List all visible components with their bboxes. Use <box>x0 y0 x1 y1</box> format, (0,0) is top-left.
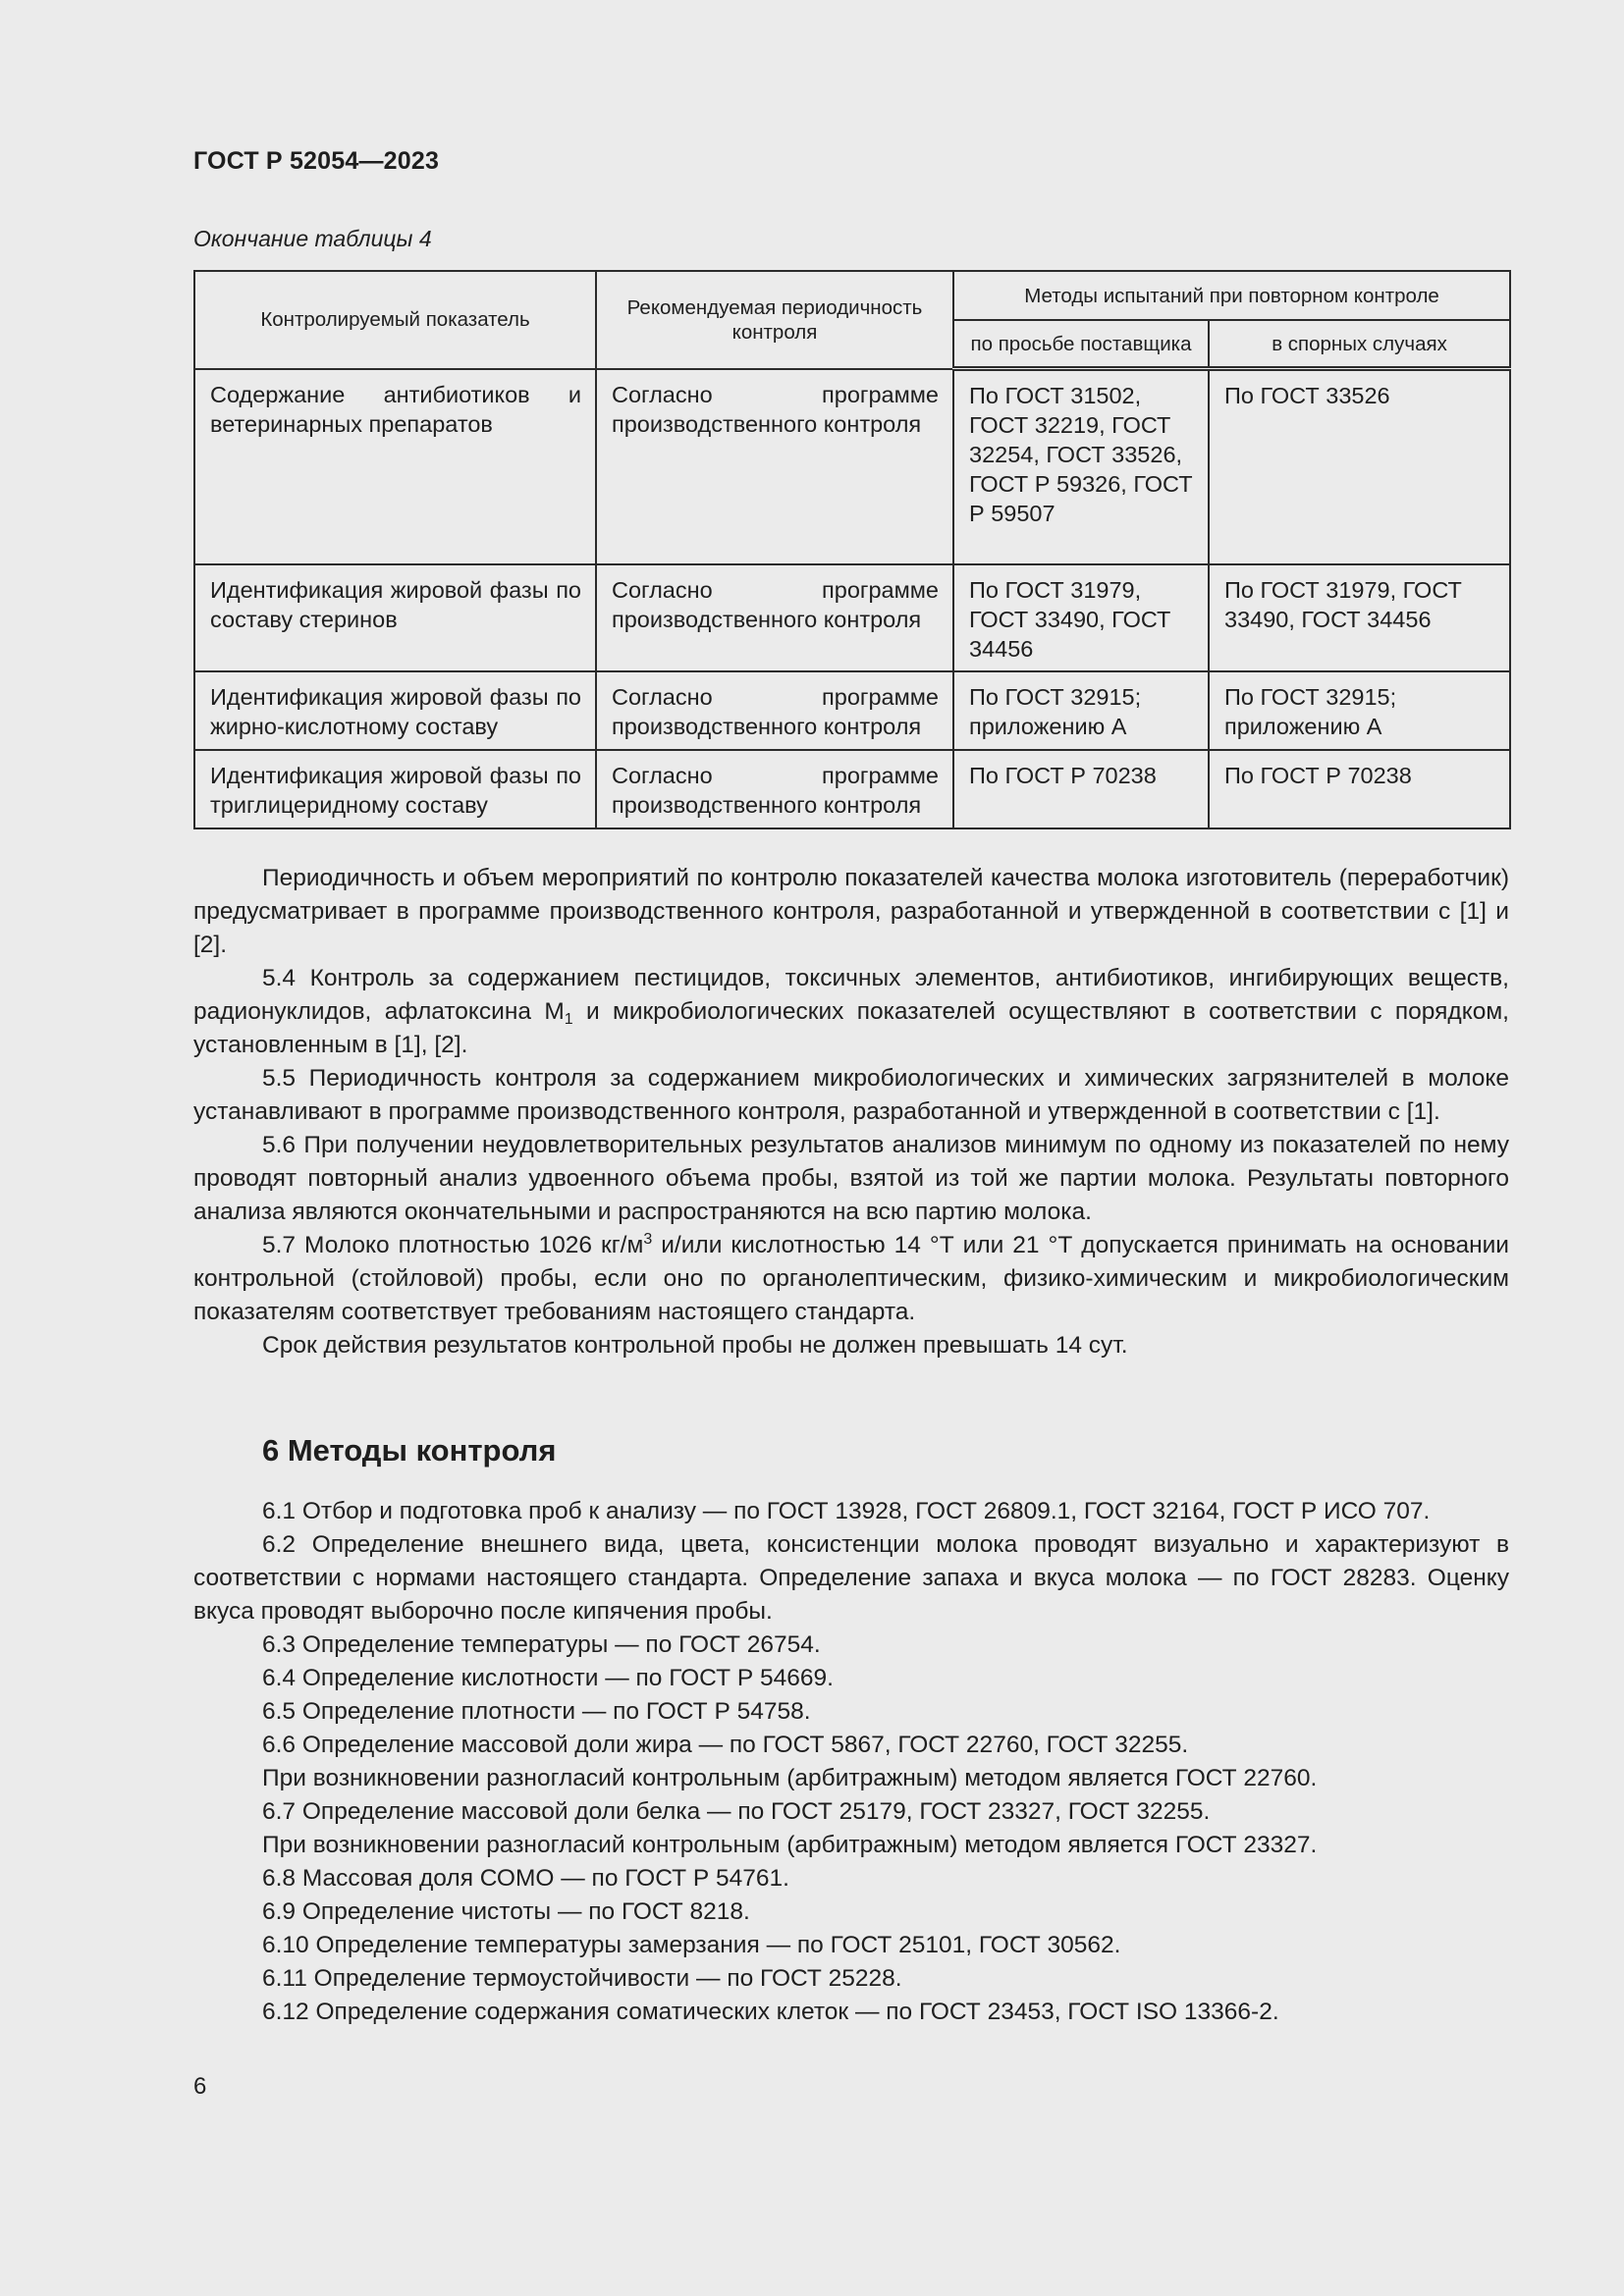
list-item: При возникновении разногласий контрольным (арбитражным) методом является ГОСТ 23327. <box>262 1832 1318 1858</box>
cell-disputes: По ГОСТ 33526 <box>1209 369 1510 564</box>
cell-disputes: По ГОСТ 32915; приложению А <box>1209 671 1510 750</box>
list-item: При возникновении разногласий контрольным (арбитражным) методом является ГОСТ 22760. <box>262 1765 1318 1791</box>
list-item: 6.3 Определение температуры — по ГОСТ 26754. <box>262 1631 821 1658</box>
paragraph-5-7-part-a: 5.7 Молоко плотностью 1026 кг/м <box>262 1232 644 1258</box>
list-item: 6.6 Определение массовой доли жира — по ГОСТ 5867, ГОСТ 22760, ГОСТ 32255. <box>262 1732 1189 1758</box>
header-indicator: Контролируемый показатель <box>194 271 596 369</box>
paragraph-term: Срок действия результатов контрольной пробы не должен превышать 14 сут. <box>262 1332 1128 1359</box>
section-6-lines <box>193 1629 1509 2029</box>
paragraph-5-4 <box>193 962 1509 1062</box>
page-number: 6 <box>193 2073 207 2100</box>
header-disputes: в спорных случаях <box>1209 320 1510 369</box>
paragraph-6-1: 6.1 Отбор и подготовка проб к анализу — по ГОСТ 13928, ГОСТ 26809.1, ГОСТ 32164, ГОСТ Р ИСО 707. <box>262 1498 1431 1524</box>
document-header: ГОСТ Р 52054—2023 <box>193 147 440 175</box>
table-row <box>194 369 1510 564</box>
paragraph-5-7 <box>193 1229 1509 1329</box>
cell-indicator: Идентификация жировой фазы по составу стеринов <box>194 564 596 671</box>
list-item: 6.11 Определение термоустойчивости — по ГОСТ 25228. <box>262 1965 902 1992</box>
paragraph-5-5: 5.5 Периодичность контроля за содержанием микробиологических и химических загрязнителей в молоке устанавливают в программе производственного контроля, разработанной и утвержденной в соответствии с [1]. <box>193 1065 1509 1125</box>
paragraph-5-7-part-b: и/или кислотностью 14 °Т или 21 °Т допускается принимать на основании контрольной (стойловой) пробы, если оно по органолептическим, физико-химическим и микробиологическим показателям соответствует требованиям настоящего стандарта. <box>193 1232 1509 1325</box>
paragraph-5-6: 5.6 При получении неудовлетворительных результатов анализов минимум по одному из показателей по нему проводят повторный анализ удвоенного объема пробы, взятой из той же партии молока. Результаты повторного анализа являются окончательными и распространяются на всю партию молока. <box>193 1132 1509 1225</box>
paragraph-5-4-part-b: и микробиологических показателей осуществляют в соответствии с порядком, установленным в [1], [2]. <box>193 998 1509 1058</box>
table-4 <box>193 270 1511 829</box>
table-header-row <box>194 271 1510 320</box>
table-row <box>194 671 1510 750</box>
cell-indicator: Идентификация жировой фазы по жирно-кислотному составу <box>194 671 596 750</box>
cell-supplier: По ГОСТ Р 70238 <box>953 750 1209 828</box>
header-test-methods: Методы испытаний при повторном контроле <box>953 271 1510 320</box>
list-item: 6.9 Определение чистоты — по ГОСТ 8218. <box>262 1898 750 1925</box>
header-supplier-request: по просьбе поставщика <box>953 320 1209 369</box>
cell-supplier: По ГОСТ 31979, ГОСТ 33490, ГОСТ 34456 <box>953 564 1209 671</box>
cell-periodicity: Согласно программе производственного контроля <box>596 564 953 671</box>
cell-indicator: Содержание антибиотиков и ветеринарных препаратов <box>194 369 596 564</box>
cell-supplier: По ГОСТ 32915; приложению А <box>953 671 1209 750</box>
cell-supplier: По ГОСТ 31502, ГОСТ 32219, ГОСТ 32254, ГОСТ 33526, ГОСТ Р 59326, ГОСТ Р 59507 <box>953 369 1209 564</box>
cell-periodicity: Согласно программе производственного контроля <box>596 750 953 828</box>
list-item: 6.5 Определение плотности — по ГОСТ Р 54758. <box>262 1698 811 1725</box>
list-item: 6.7 Определение массовой доли белка — по ГОСТ 25179, ГОСТ 23327, ГОСТ 32255. <box>262 1798 1211 1825</box>
list-item: 6.4 Определение кислотности — по ГОСТ Р 54669. <box>262 1665 834 1691</box>
section-5-text <box>193 862 1509 1362</box>
paragraph-5-4-part-a: 5.4 Контроль за содержанием пестицидов, токсичных элементов, антибиотиков, ингибирующих веществ, радионуклидов, афлатоксина М <box>193 965 1509 1025</box>
list-item: 6.12 Определение содержания соматических клеток — по ГОСТ 23453, ГОСТ ISO 13366-2. <box>262 1999 1279 2025</box>
paragraph-periodicity: Периодичность и объем мероприятий по контролю показателей качества молока изготовитель (переработчик) предусматривает в программе производственного контроля, разработанной и утвержденной в соответствии с [1] и [2]. <box>193 865 1509 958</box>
cell-indicator: Идентификация жировой фазы по триглицеридному составу <box>194 750 596 828</box>
section-6-title: 6 Методы контроля <box>262 1433 557 1468</box>
cell-periodicity: Согласно программе производственного контроля <box>596 369 953 564</box>
subscript-1: 1 <box>564 1011 573 1028</box>
table-row <box>194 750 1510 828</box>
table-caption: Окончание таблицы 4 <box>193 226 432 251</box>
cell-periodicity: Согласно программе производственного контроля <box>596 671 953 750</box>
cell-disputes: По ГОСТ 31979, ГОСТ 33490, ГОСТ 34456 <box>1209 564 1510 671</box>
cell-disputes: По ГОСТ Р 70238 <box>1209 750 1510 828</box>
list-item: 6.10 Определение температуры замерзания — по ГОСТ 25101, ГОСТ 30562. <box>262 1932 1121 1958</box>
superscript-3: 3 <box>643 1231 653 1248</box>
table-row <box>194 564 1510 671</box>
section-6-text <box>193 1495 1509 2029</box>
header-periodicity: Рекомендуемая периодичность контроля <box>596 271 953 369</box>
list-item: 6.8 Массовая доля СОМО — по ГОСТ Р 54761. <box>262 1865 789 1892</box>
paragraph-6-2: 6.2 Определение внешнего вида, цвета, консистенции молока проводят визуально и характеризуют в соответствии с нормами настоящего стандарта. Определение запаха и вкуса молока — по ГОСТ 28283. Оценку вкуса проводят выборочно после кипячения пробы. <box>193 1531 1509 1625</box>
